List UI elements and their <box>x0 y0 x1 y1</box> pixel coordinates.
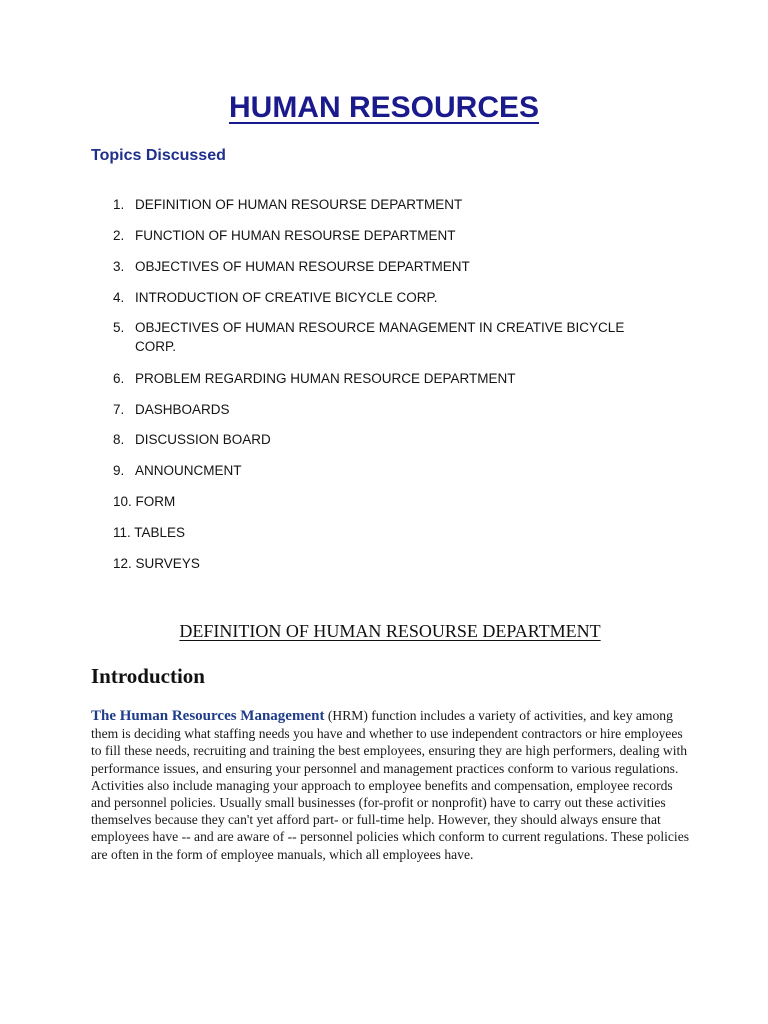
topic-text: TABLES <box>134 525 186 540</box>
topic-number: 3. <box>113 259 125 274</box>
topic-item <box>113 226 673 245</box>
topic-text: INTRODUCTION OF CREATIVE BICYCLE CORP. <box>135 290 438 305</box>
topic-number: 8. <box>113 432 125 447</box>
topic-text: DEFINITION OF HUMAN RESOURSE DEPARTMENT <box>135 197 463 212</box>
topic-number: 10. <box>113 494 132 509</box>
topic-text: PROBLEM REGARDING HUMAN RESOURCE DEPARTMENT <box>135 371 516 386</box>
topic-text: FUNCTION OF HUMAN RESOURSE DEPARTMENT <box>135 228 456 243</box>
intro-paragraph <box>91 707 691 863</box>
topic-item <box>113 257 673 276</box>
topic-number: 11. <box>113 525 131 540</box>
topic-number: 4. <box>113 290 125 305</box>
document-title: HUMAN RESOURCES <box>228 91 540 124</box>
topic-text: DISCUSSION BOARD <box>135 432 271 447</box>
topic-number: 12. <box>113 556 132 571</box>
hrm-lead-text: The Human Resources Management <box>91 708 325 724</box>
topic-item <box>113 523 673 542</box>
section-heading: DEFINITION OF HUMAN RESOURSE DEPARTMENT <box>179 621 601 641</box>
topic-number: 1. <box>113 197 125 212</box>
topic-text: OBJECTIVES OF HUMAN RESOURSE DEPARTMENT <box>135 259 470 274</box>
topic-text: SURVEYS <box>135 556 200 571</box>
topic-number: 9. <box>113 463 125 478</box>
topic-item <box>113 318 653 356</box>
topic-text: FORM <box>135 494 176 509</box>
intro-body-text: (HRM) function includes a variety of activities, and key among them is deciding what staffing needs you have and whether to use independent contractors or hire employees to fill these needs, recruiting and training the best employees, ensuring they are high performers, dealing with performance issues, and ensuring your personnel and management practices conform to various regulations. Activities also include managing your approach to employee benefits and compensation, employee records and personnel policies. Usually small businesses (for-profit or nonprofit) have to carry out these activities themselves because they can't yet afford part- or full-time help. However, they should always ensure that employees have -- and are aware of -- personnel policies which conform to current regulations. These policies are often in the form of employee manuals, which all employees have. <box>91 708 690 862</box>
intro-heading: Introduction <box>91 664 205 688</box>
topic-item <box>113 195 673 214</box>
topic-item <box>113 461 673 480</box>
topic-item <box>113 554 673 573</box>
topic-text: DASHBOARDS <box>135 402 230 417</box>
topic-item <box>113 400 673 419</box>
topic-number: 6. <box>113 371 125 386</box>
topic-text: ANNOUNCMENT <box>135 463 242 478</box>
topic-number: 5. <box>113 320 125 335</box>
topic-item <box>113 288 673 307</box>
topic-item <box>113 492 673 511</box>
topic-text: OBJECTIVES OF HUMAN RESOURCE MANAGEMENT IN CREATIVE BICYCLE CORP. <box>135 320 625 354</box>
topics-heading: Topics Discussed <box>91 147 226 164</box>
topic-number: 2. <box>113 228 125 243</box>
topic-item <box>113 369 673 388</box>
topic-item <box>113 430 673 449</box>
topic-number: 7. <box>113 402 125 417</box>
